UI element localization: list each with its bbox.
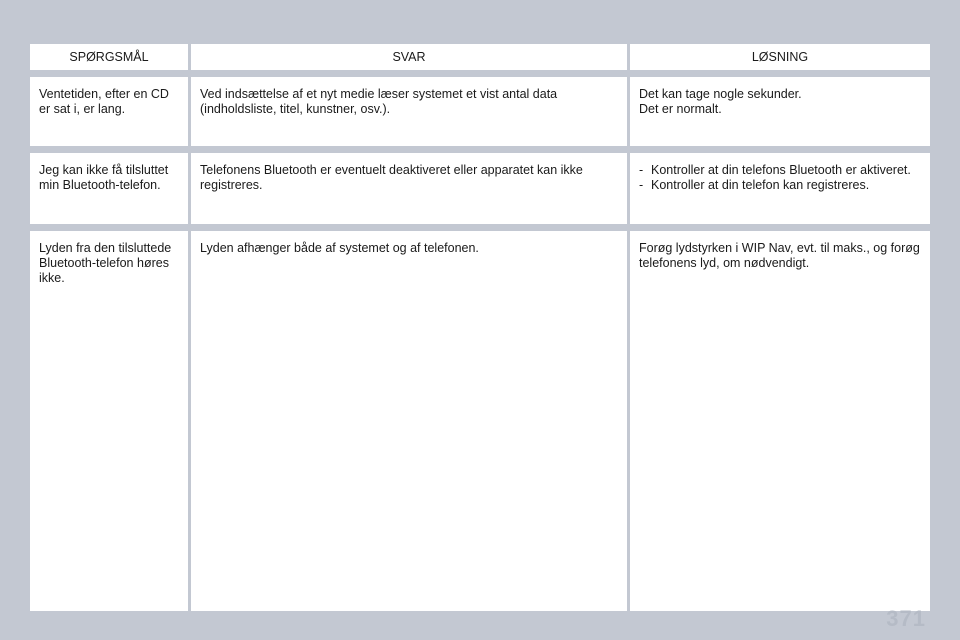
table-row (30, 153, 930, 224)
bullet-text: Kontroller at din telefons Bluetooth er aktiveret. (651, 163, 911, 177)
solution-bullet (639, 163, 922, 178)
question-cell: Jeg kan ikke få tilsluttet min Bluetooth-telefon. (30, 153, 188, 224)
solution-cell (630, 153, 930, 224)
bullet-text: Kontroller at din telefon kan registreres. (651, 178, 870, 192)
question-cell: Lyden fra den tilsluttede Bluetooth-telefon høres ikke. (30, 231, 188, 611)
page-number: 371 (886, 606, 926, 631)
header-solution: LØSNING (630, 44, 930, 70)
question-cell: Ventetiden, efter en CD er sat i, er lang. (30, 77, 188, 146)
solution-cell (630, 77, 930, 146)
bullet-marker: - (639, 163, 644, 177)
answer-cell: Telefonens Bluetooth er eventuelt deaktiveret eller apparatet kan ikke registreres. (191, 153, 627, 224)
answer-cell: Ved indsættelse af et nyt medie læser systemet et vist antal data (indholdsliste, titel, kunstner, osv.). (191, 77, 627, 146)
bullet-marker: - (639, 178, 644, 192)
header-answer: SVAR (191, 44, 627, 70)
table-row (30, 77, 930, 146)
header-question: SPØRGSMÅL (30, 44, 188, 70)
solution-bullet (639, 178, 922, 193)
solution-cell: Forøg lydstyrken i WIP Nav, evt. til maks., og forøg telefonens lyd, om nødvendigt. (630, 231, 930, 611)
faq-table (30, 44, 930, 618)
table-row (30, 231, 930, 611)
solution-line: Det er normalt. (639, 102, 722, 116)
answer-cell: Lyden afhænger både af systemet og af telefonen. (191, 231, 627, 611)
solution-line: Det kan tage nogle sekunder. (639, 87, 802, 101)
table-header-row (30, 44, 930, 70)
